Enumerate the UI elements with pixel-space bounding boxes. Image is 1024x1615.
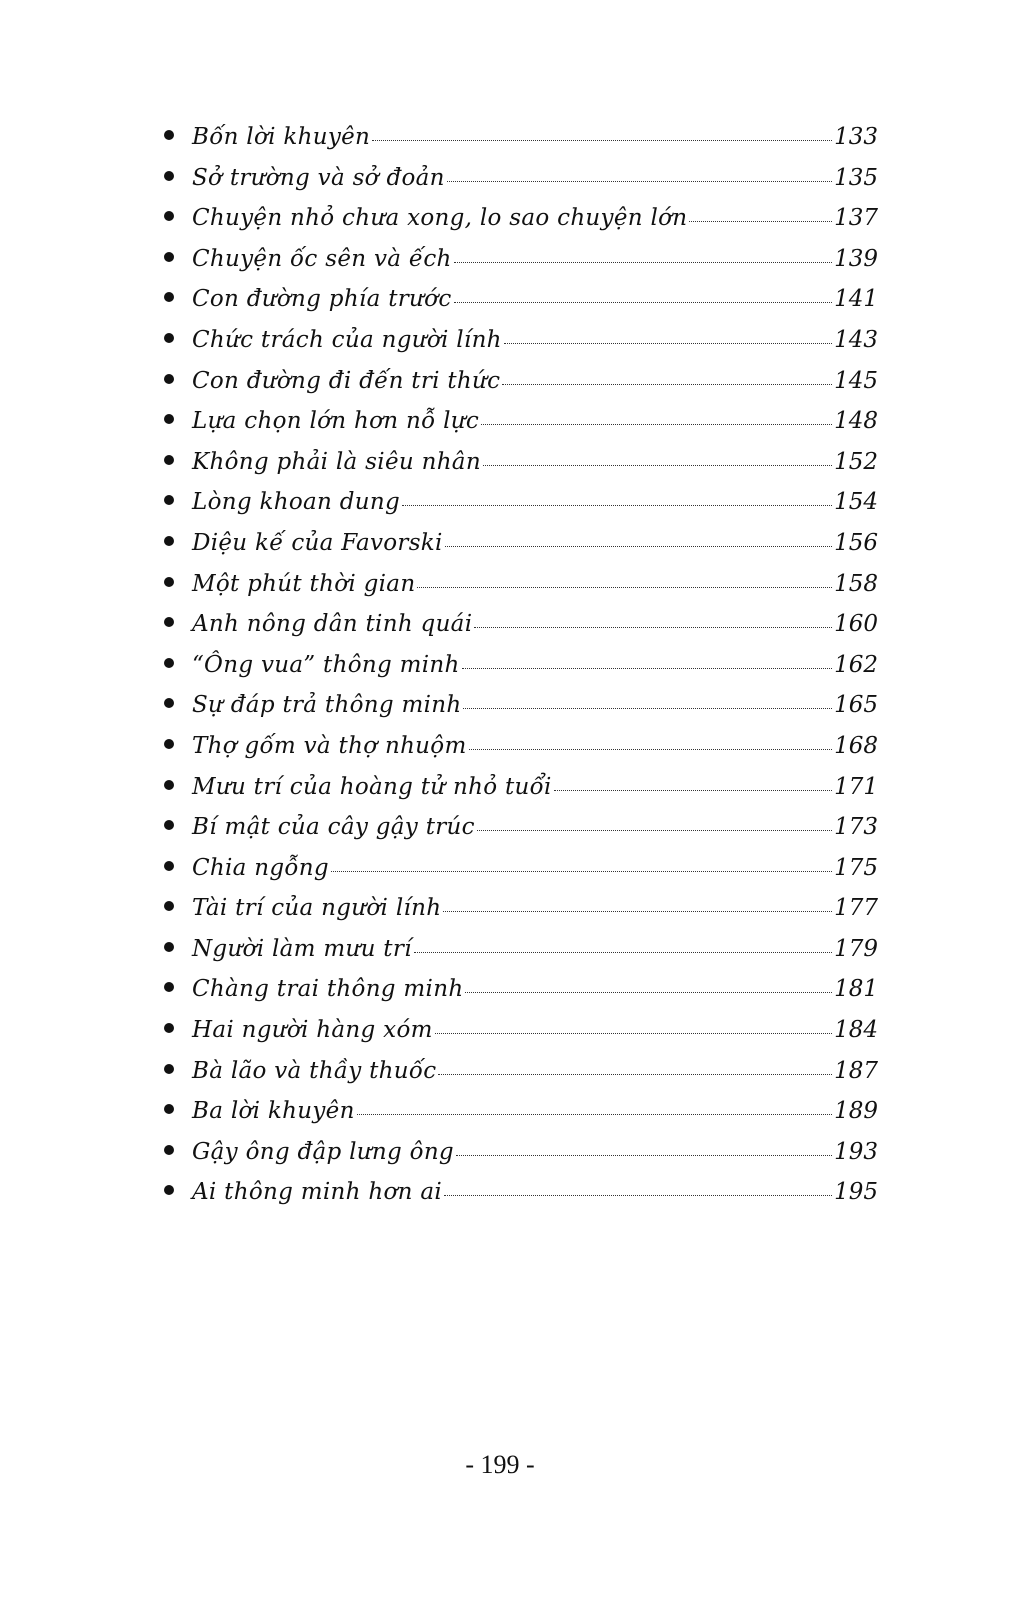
toc-entry <box>164 246 878 287</box>
toc-entry-page: 177 <box>834 895 878 922</box>
toc-entry <box>164 489 878 530</box>
toc-entry-page: 145 <box>834 367 878 394</box>
toc-entry-page: 152 <box>834 448 878 475</box>
dot-leader <box>438 1074 832 1075</box>
bullet-icon <box>164 577 174 587</box>
dot-leader <box>465 992 832 993</box>
dot-leader <box>504 343 832 344</box>
dot-leader <box>454 302 833 303</box>
toc-entry-title: Chia ngỗng <box>192 854 329 881</box>
dot-leader <box>402 505 832 506</box>
toc-entry-title: Chàng trai thông minh <box>192 976 464 1003</box>
toc-entry-page: 137 <box>834 205 878 232</box>
bullet-icon <box>164 292 174 302</box>
toc-entry-page: 195 <box>834 1179 878 1206</box>
bullet-icon <box>164 1145 174 1155</box>
dot-leader <box>481 424 832 425</box>
toc-entry-title: Sở trường và sở đoản <box>192 164 445 191</box>
toc-entry-title: Bà lão và thầy thuốc <box>192 1057 437 1084</box>
toc-entry-title: Chuyện ốc sên và ếch <box>192 245 452 272</box>
dot-leader <box>357 1114 832 1115</box>
toc-entry-title: Anh nông dân tinh quái <box>192 611 473 638</box>
dot-leader <box>444 1195 832 1196</box>
bullet-icon <box>164 374 174 384</box>
dot-leader <box>414 952 832 953</box>
toc-entry-page: 148 <box>834 408 878 435</box>
toc-entry-title: Bốn lời khuyên <box>192 124 371 150</box>
bullet-icon <box>164 455 174 465</box>
toc-entry-title: Không phải là siêu nhân <box>192 448 481 475</box>
toc-entry <box>164 1098 878 1139</box>
toc-entry-title: Gậy ông đập lưng ông <box>192 1138 454 1165</box>
toc-entry <box>164 1058 878 1099</box>
dot-leader <box>462 668 833 669</box>
toc-entry-title: Diệu kế của Favorski <box>192 529 443 556</box>
toc-entry-page: 162 <box>834 651 878 678</box>
toc-entry <box>164 692 878 733</box>
toc-entry-page: 189 <box>834 1098 878 1125</box>
bullet-icon <box>164 536 174 546</box>
toc-entry-page: 139 <box>834 245 878 272</box>
toc-entry <box>164 976 878 1017</box>
toc-entry <box>164 814 878 855</box>
toc-entry <box>164 733 878 774</box>
bullet-icon <box>164 780 174 790</box>
toc-entry-page: 133 <box>834 124 878 150</box>
toc-entry-page: 187 <box>834 1057 878 1084</box>
bullet-icon <box>164 739 174 749</box>
toc-entry-title: Ai thông minh hơn ai <box>192 1179 442 1206</box>
toc-entry <box>164 895 878 936</box>
dot-leader <box>454 262 832 263</box>
toc-entry <box>164 1139 878 1180</box>
toc-entry-title: Ba lời khuyên <box>192 1098 355 1125</box>
bullet-icon <box>164 211 174 221</box>
toc-entry-title: Mưu trí của hoàng tử nhỏ tuổi <box>192 773 552 800</box>
toc-entry-page: 171 <box>834 773 878 800</box>
dot-leader <box>417 587 832 588</box>
toc-entry <box>164 1017 878 1058</box>
bullet-icon <box>164 698 174 708</box>
bullet-icon <box>164 1185 174 1195</box>
toc-entry <box>164 936 878 977</box>
toc-entry-page: 143 <box>834 326 878 353</box>
dot-leader <box>456 1155 832 1156</box>
bullet-icon <box>164 861 174 871</box>
dot-leader <box>554 790 832 791</box>
bullet-icon <box>164 658 174 668</box>
table-of-contents <box>164 124 878 1220</box>
toc-entry-page: 175 <box>834 854 878 881</box>
toc-entry-page: 173 <box>834 814 878 841</box>
toc-entry-title: Chức trách của người lính <box>192 326 502 353</box>
toc-entry-title: Người làm mưu trí <box>192 935 412 962</box>
toc-entry-title: Con đường đi đến tri thức <box>192 367 501 394</box>
toc-entry-page: 154 <box>834 489 878 516</box>
toc-entry-page: 141 <box>834 286 878 313</box>
toc-entry-page: 168 <box>834 732 878 759</box>
toc-entry-page: 184 <box>834 1017 878 1044</box>
toc-entry-title: Chuyện nhỏ chưa xong, lo sao chuyện lớn <box>192 205 688 232</box>
toc-entry <box>164 327 878 368</box>
toc-entry <box>164 368 878 409</box>
dot-leader <box>483 465 832 466</box>
page-number: - 199 - <box>465 1450 535 1479</box>
toc-entry <box>164 408 878 449</box>
toc-entry-page: 165 <box>834 692 878 719</box>
bullet-icon <box>164 414 174 424</box>
bullet-icon <box>164 901 174 911</box>
dot-leader <box>435 1033 832 1034</box>
toc-entry <box>164 652 878 693</box>
toc-entry <box>164 530 878 571</box>
toc-entry <box>164 774 878 815</box>
bullet-icon <box>164 820 174 830</box>
bullet-icon <box>164 1104 174 1114</box>
dot-leader <box>447 181 832 182</box>
bullet-icon <box>164 252 174 262</box>
toc-entry-page: 179 <box>834 935 878 962</box>
bullet-icon <box>164 982 174 992</box>
bullet-icon <box>164 617 174 627</box>
bullet-icon <box>164 942 174 952</box>
toc-entry <box>164 855 878 896</box>
dot-leader <box>331 871 832 872</box>
toc-entry <box>164 1179 878 1220</box>
toc-entry <box>164 449 878 490</box>
toc-entry-title: Lòng khoan dung <box>192 489 400 516</box>
bullet-icon <box>164 171 174 181</box>
bullet-icon <box>164 130 174 140</box>
toc-entry-title: “Ông vua” thông minh <box>192 651 460 678</box>
toc-entry <box>164 571 878 612</box>
dot-leader <box>477 830 832 831</box>
toc-entry-page: 156 <box>834 529 878 556</box>
dot-leader <box>463 708 832 709</box>
toc-entry-page: 193 <box>834 1138 878 1165</box>
toc-entry-title: Hai người hàng xóm <box>192 1017 433 1044</box>
toc-entry <box>164 611 878 652</box>
toc-entry-page: 181 <box>834 976 878 1003</box>
toc-entry-title: Lựa chọn lớn hơn nỗ lực <box>192 408 480 435</box>
dot-leader <box>469 749 833 750</box>
bullet-icon <box>164 333 174 343</box>
dot-leader <box>445 546 832 547</box>
bullet-icon <box>164 495 174 505</box>
toc-entry <box>164 286 878 327</box>
dot-leader <box>474 627 832 628</box>
toc-entry-title: Thợ gốm và thợ nhuộm <box>192 732 467 759</box>
toc-entry-title: Sự đáp trả thông minh <box>192 692 462 719</box>
toc-entry-page: 135 <box>834 164 878 191</box>
bullet-icon <box>164 1023 174 1033</box>
toc-entry <box>164 205 878 246</box>
toc-entry <box>164 124 878 165</box>
bullet-icon <box>164 1064 174 1074</box>
dot-leader <box>502 384 832 385</box>
toc-entry-title: Tài trí của người lính <box>192 895 442 922</box>
toc-entry-title: Một phút thời gian <box>192 570 416 597</box>
toc-entry-page: 160 <box>834 611 878 638</box>
dot-leader <box>443 911 832 912</box>
dot-leader <box>372 140 832 141</box>
toc-entry-title: Bí mật của cây gậy trúc <box>192 814 475 841</box>
dot-leader <box>689 221 832 222</box>
toc-entry-title: Con đường phía trước <box>192 286 452 313</box>
toc-entry-page: 158 <box>834 570 878 597</box>
toc-entry <box>164 165 878 206</box>
